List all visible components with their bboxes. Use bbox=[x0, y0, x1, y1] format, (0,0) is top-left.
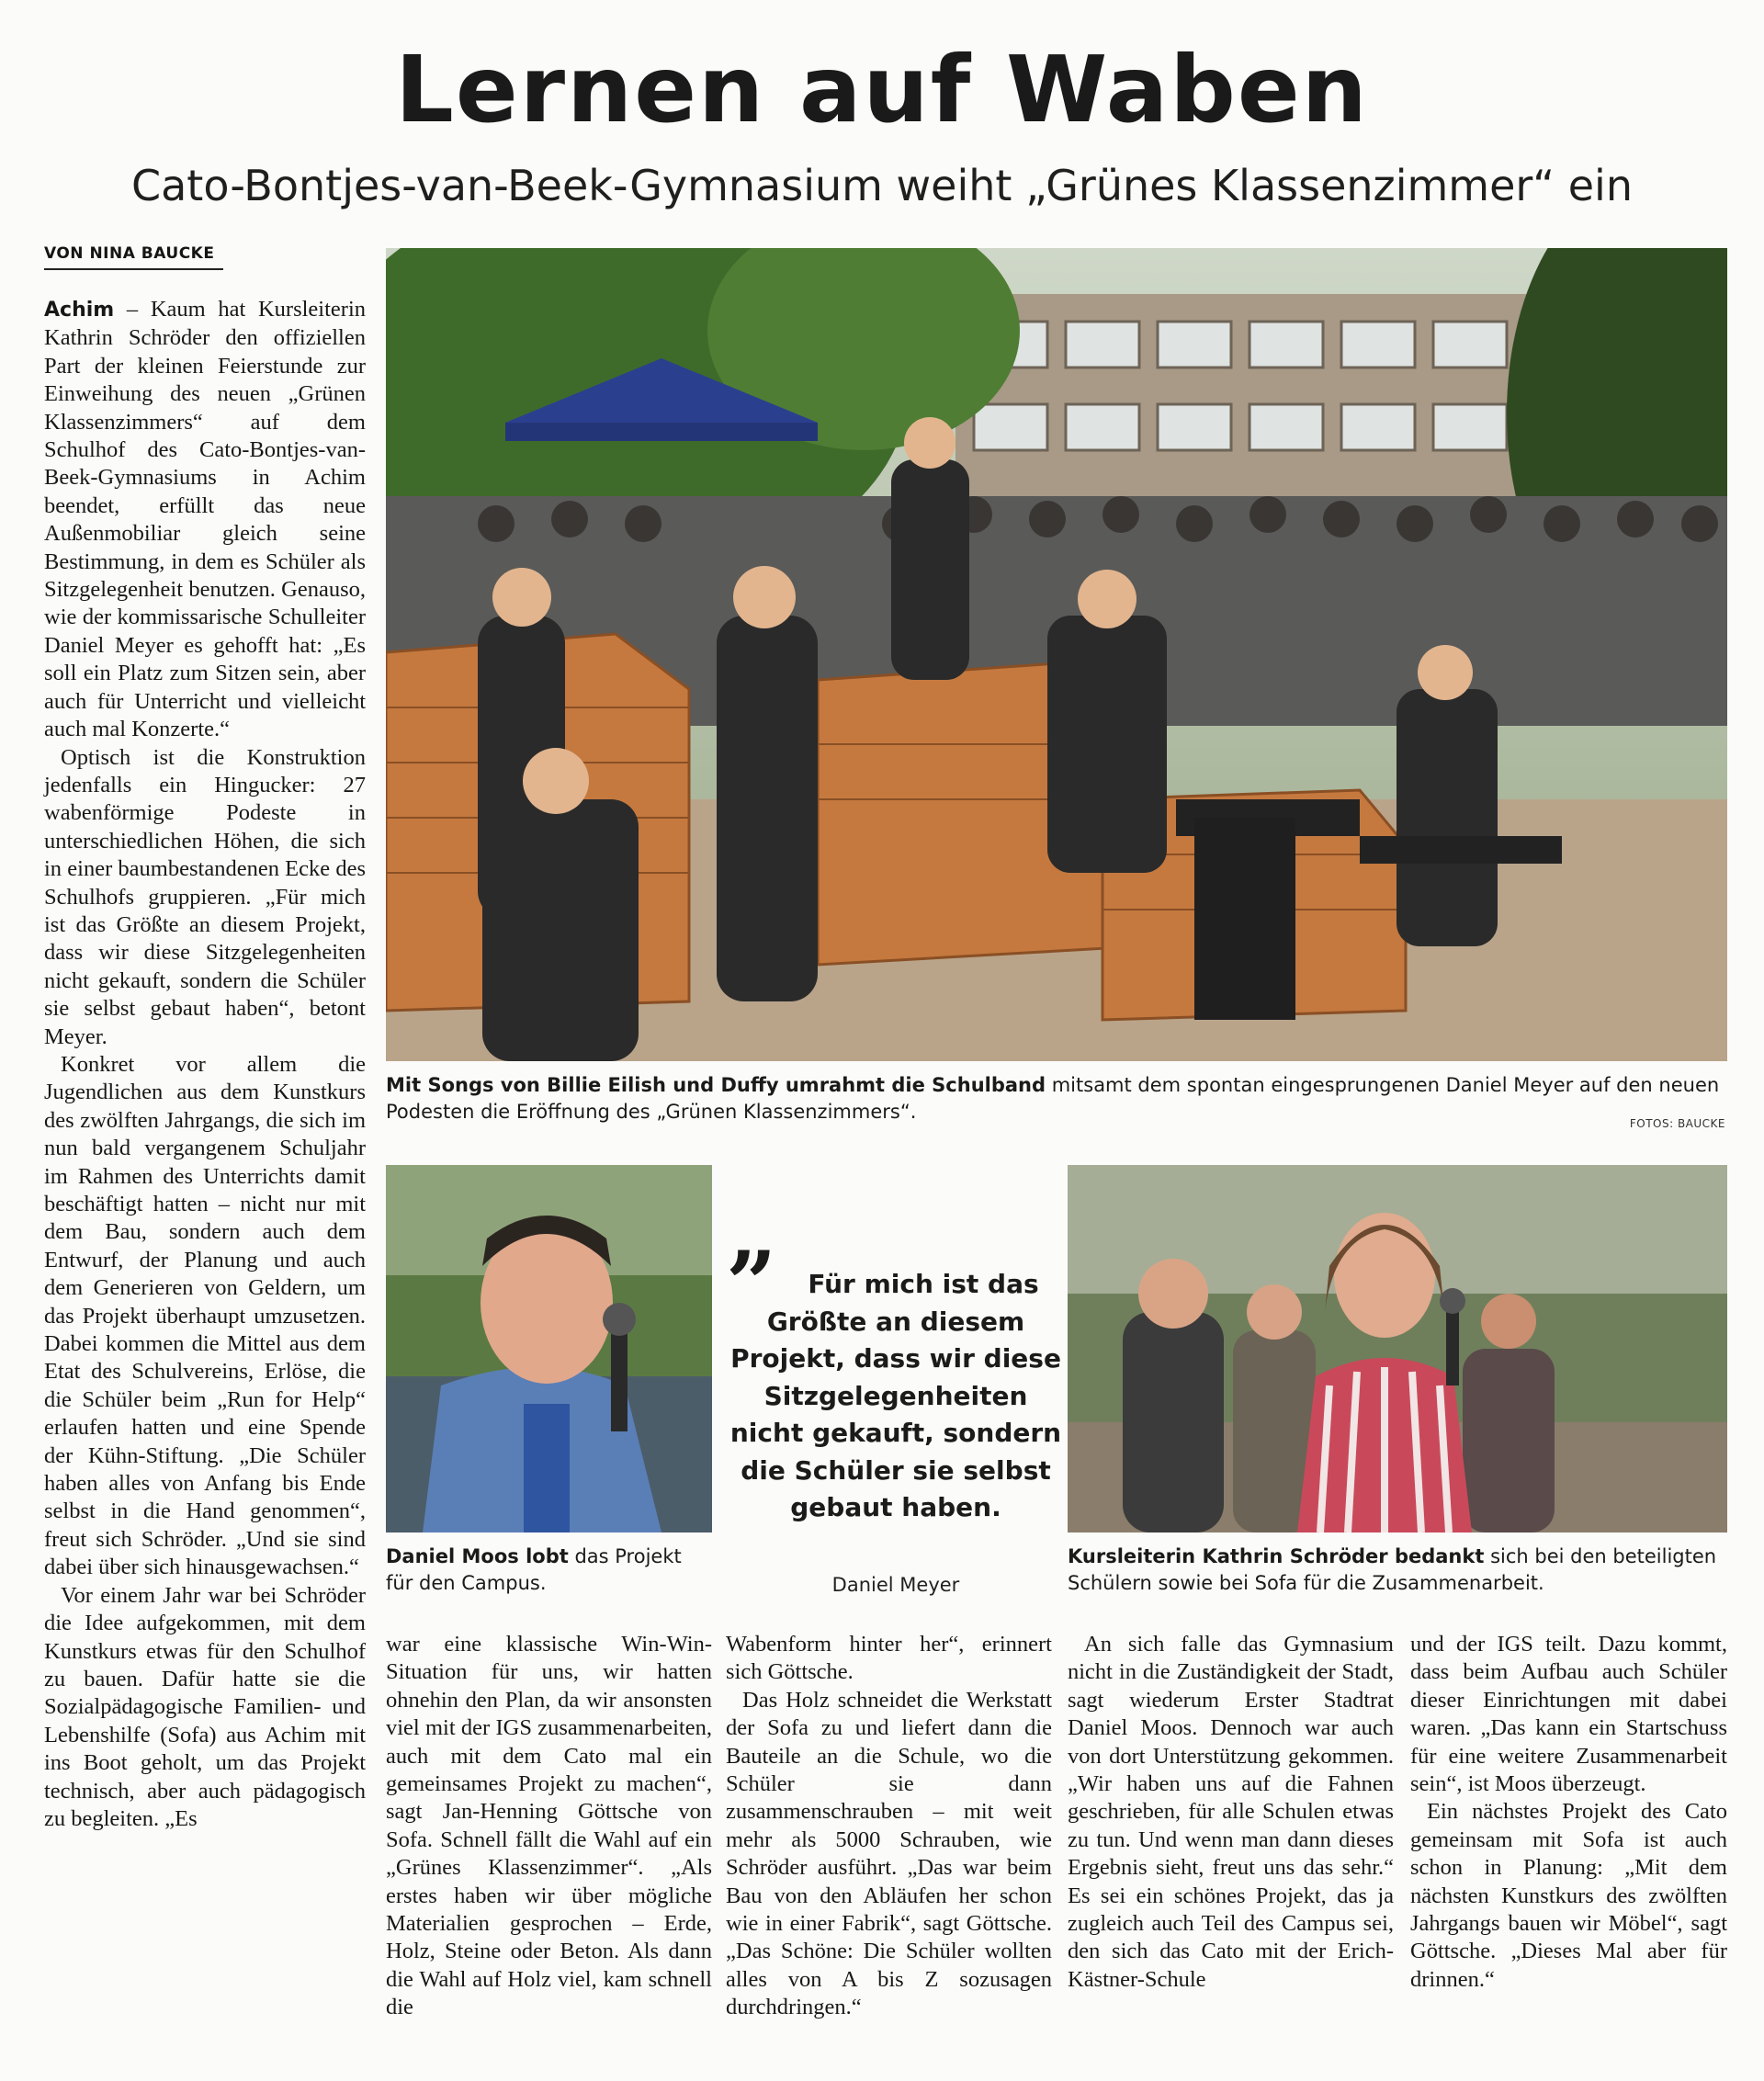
photo-kathrin-schroeder-caption bbox=[1068, 1544, 1727, 1597]
column-1-paragraph-1 bbox=[44, 296, 366, 744]
quote-mark-icon: ” bbox=[726, 1232, 777, 1336]
column-4-paragraph-1: An sich falle das Gymnasium nicht in die Zuständigkeit der Stadt, sagt wiederum Erster Stadtrat Daniel Moos. Dennoch war auch von dort Unterstützung gekommen. „Wir haben uns auf die Fahnen geschrieben, für alle Schulen etwas zu tun. Und wenn man dann dieses Ergebnis sieht, freut uns das sehr.“ Es sei ein schönes Projekt, das ja zugleich auch Teil des Campus sei, den sich das Cato mit der Erich-Kästner-Schule bbox=[1068, 1632, 1394, 1992]
pull-quote bbox=[726, 1266, 1066, 1527]
column-5-paragraph-2: Ein nächstes Projekt des Cato gemeinsam mit Sofa ist auch schon in Planung: „Mit dem nächsten Kunstkurs des zwölften Jahrgangs bauen wir Möbel“, sagt Göttsche. „Dieses Mal aber für drinnen.“ bbox=[1410, 1799, 1727, 1992]
column-1-paragraph-3: Konkret vor allem die Jugendlichen aus dem Kunstkurs des zwölften Jahrgangs, die sich im nun bald vergangenem Schuljahr im Rahmen des Unterrichts damit beschäftigt hatten – nicht nur mit dem Bau, sondern auch dem Entwurf, der Planung und auch dem Generieren von Geldern, um das Projekt überhaupt umzusetzen. Dabei kommen die Mittel aus dem Etat des Schulvereins, Erlöse, die die Schüler beim „Run for Help“ erlaufen hatten und eine Spende der Kühn-Stiftung. „Die Schüler haben alles von Anfang bis Ende selbst in die Hand genommen“, freut sich Schröder. „Und sie sind dabei über sich hinausgewachsen.“ bbox=[44, 1051, 366, 1580]
pull-quote-author: Daniel Meyer bbox=[831, 1574, 960, 1596]
column-1 bbox=[44, 296, 366, 2041]
column-1-paragraph-1-text: – Kaum hat Kursleiterin Kathrin Schröder den offiziellen Part der kleinen Feierstunde zur Einweihung des neuen „Grünen Klassenzimmers“ auf dem Schulhof des Cato-Bontjes-van-Beek-Gymnasiums in Achim beendet, erfüllt das neue Außenmobiliar gleich seine Bestimmung, in dem es Schüler als Sitzgelegenheit benutzen. Genauso, wie der kommissarische Schulleiter Daniel Meyer es gehofft hat: „Es soll ein Platz zum Sitzen sein, aber auch für Unterricht und vielleicht auch mal Konzerte.“ bbox=[44, 297, 366, 742]
main-photo-caption-bold: Mit Songs von Billie Eilish und Duffy umrahmt die Schulband bbox=[386, 1074, 1046, 1096]
main-photo-illustration bbox=[386, 248, 1727, 1061]
photo-kathrin-schroeder-caption-text: sich bei den beteiligten Schülern sowie bei Sofa für die Zusammenarbeit. bbox=[1068, 1545, 1717, 1594]
photo-kathrin-schroeder-caption-bold: Kursleiterin Kathrin Schröder bedankt bbox=[1068, 1545, 1485, 1567]
headline: Lernen auf Waben bbox=[395, 36, 1369, 143]
dateline-place: Achim bbox=[44, 299, 115, 322]
column-2-paragraph-1: war eine klassische Win-Win-Situation für uns, wir hatten ohnehin den Plan, da wir ansonsten viel mit der IGS zusammenarbeiten, auch mit dem Cato mal ein gemeinsames Projekt zu machen“, sagt Jan-Henning Göttsche von Sofa. Schnell fällt die Wahl auf ein „Grünes Klassenzimmer“. „Als erstes haben wir über mögliche Materialien gesprochen – Erde, Holz, Steine oder Beton. Als dann die Wahl auf Holz viel, kam schnell die bbox=[386, 1632, 712, 2020]
column-2 bbox=[386, 1631, 712, 2022]
pull-quote-text: Für mich ist das Größte an diesem Projekt, dass wir diese Sitzgelegenheiten nicht gekauft, sondern die Schüler sie selbst gebaut haben. bbox=[729, 1269, 1062, 1522]
photo-daniel-moos-caption-bold: Daniel Moos lobt bbox=[386, 1545, 569, 1567]
photo-kathrin-schroeder bbox=[1068, 1165, 1727, 1532]
photo-kathrin-schroeder-illustration bbox=[1068, 1165, 1727, 1532]
column-3-paragraph-1: Wabenform hinter her“, erinnert sich Göttsche. bbox=[726, 1632, 1052, 1685]
photo-daniel-moos-caption-text: das Projekt für den Campus. bbox=[386, 1545, 682, 1594]
photo-daniel-moos-caption bbox=[386, 1544, 712, 1597]
photo-credit: FOTOS: BAUCKE bbox=[1629, 1117, 1725, 1130]
column-3-paragraph-2: Das Holz schneidet die Werkstatt der Sofa zu und liefert dann die Bauteile an die Schule, wo die Schüler sie dann zusammenschrauben – mit weit mehr als 5000 Schrauben, wie Schröder ausführt. „Das war beim Bau von den Abläufen her schon wie in einer Fabrik“, sagt Göttsche. „Das Schöne: Die Schüler wollten alles von A bis Z sozusagen durchdringen.“ bbox=[726, 1687, 1052, 2020]
column-4 bbox=[1068, 1631, 1394, 1994]
column-3 bbox=[726, 1631, 1052, 2022]
column-1-paragraph-2: Optisch ist die Konstruktion jedenfalls ein Hingucker: 27 wabenförmige Podeste in unterschiedlichen Höhen, die sich in einer baumbestandenen Ecke des Schulhofs gruppieren. „Für mich ist das Größte an diesem Projekt, dass wir diese Sitzgelegenheiten nicht gekauft, sondern die Schüler sie selbst gebaut haben“, betont Meyer. bbox=[44, 744, 366, 1049]
main-photo-school-band bbox=[386, 248, 1727, 1061]
column-1-paragraph-4: Vor einem Jahr war bei Schröder die Idee aufgekommen, mit dem Kunstkurs etwas für den Schulhof zu bauen. Dafür hatte sie die Sozialpädagogische Familien- und Lebenshilfe (Sofa) aus Achim mit ins Boot geholt, um das Projekt technisch, aber auch pädagogisch zu begleiten. „Es bbox=[44, 1582, 366, 1831]
column-5 bbox=[1410, 1631, 1727, 1994]
main-photo-caption-text: mitsamt dem spontan eingesprungenen Daniel Meyer auf den neuen Podesten die Eröffnung des „Grünen Klassenzimmers“. bbox=[386, 1074, 1720, 1123]
photo-daniel-moos-illustration bbox=[386, 1165, 712, 1532]
subheadline: Cato-Bontjes-van-Beek-Gymnasium weiht „Grünes Klassenzimmer“ ein bbox=[131, 161, 1633, 210]
photo-daniel-moos bbox=[386, 1165, 712, 1532]
main-photo-caption bbox=[386, 1072, 1727, 1125]
column-5-paragraph-1: und der IGS teilt. Dazu kommt, dass beim Aufbau auch Schüler dieser Einrichtungen mit dabei waren. „Das kann ein Startschuss für eine weitere Zusammenarbeit sein“, ist Moos überzeugt. bbox=[1410, 1632, 1727, 1797]
byline: VON NINA BAUCKE bbox=[44, 244, 223, 270]
